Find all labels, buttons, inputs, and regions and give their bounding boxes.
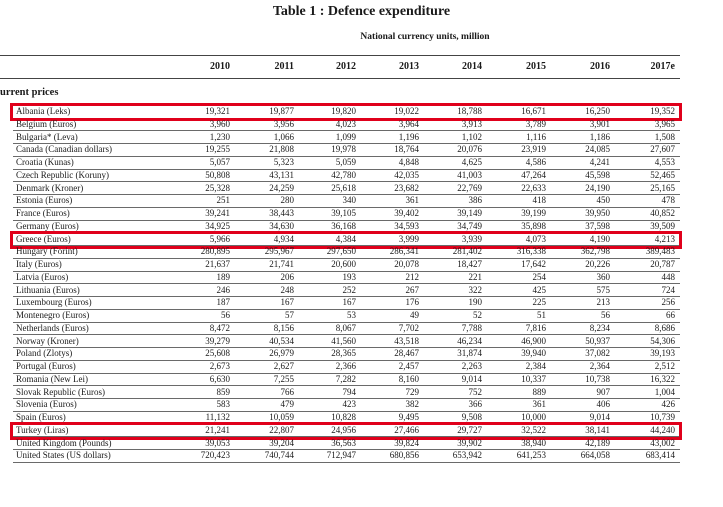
value-cell: 21,637 bbox=[205, 259, 230, 269]
value-cell: 19,820 bbox=[331, 106, 356, 116]
year-header: 2012 bbox=[336, 61, 356, 72]
value-cell: 18,427 bbox=[457, 259, 482, 269]
value-cell: 17,642 bbox=[521, 259, 546, 269]
value-cell: 286,341 bbox=[389, 246, 419, 257]
country-label: Lithuania (Euros) bbox=[16, 284, 80, 295]
section-label: urrent prices bbox=[0, 87, 59, 98]
value-cell: 22,807 bbox=[269, 424, 294, 435]
value-cell: 267 bbox=[405, 284, 419, 295]
value-cell: 2,457 bbox=[398, 361, 419, 371]
country-label: Turkey (Liras) bbox=[16, 424, 69, 435]
value-cell: 42,035 bbox=[394, 169, 419, 180]
value-cell: 252 bbox=[342, 284, 356, 295]
value-cell: 25,328 bbox=[205, 182, 230, 193]
value-cell: 2,512 bbox=[654, 361, 675, 371]
value-cell: 4,073 bbox=[525, 233, 546, 244]
table-row bbox=[13, 259, 680, 271]
value-cell: 362,798 bbox=[580, 246, 610, 257]
value-cell: 5,059 bbox=[335, 157, 356, 167]
value-cell: 322 bbox=[468, 284, 482, 295]
value-cell: 35,898 bbox=[521, 220, 546, 231]
value-cell: 4,848 bbox=[398, 157, 419, 167]
value-cell: 10,738 bbox=[585, 373, 610, 384]
value-cell: 4,190 bbox=[589, 233, 610, 244]
value-cell: 4,934 bbox=[273, 233, 294, 244]
year-header: 2013 bbox=[399, 61, 419, 72]
year-header: 2011 bbox=[274, 61, 294, 72]
value-cell: 4,553 bbox=[654, 157, 675, 167]
value-cell: 34,749 bbox=[457, 220, 482, 231]
country-label: Bulgaria* (Leva) bbox=[16, 131, 78, 142]
header-bottom-rule bbox=[0, 78, 680, 79]
value-cell: 1,186 bbox=[589, 131, 610, 142]
value-cell: 52 bbox=[473, 310, 482, 320]
country-label: Spain (Euros) bbox=[16, 412, 66, 422]
value-cell: 167 bbox=[342, 297, 356, 308]
year-header: 2015 bbox=[526, 61, 546, 72]
value-cell: 280,895 bbox=[200, 246, 230, 257]
country-label: Denmark (Kroner) bbox=[16, 182, 84, 193]
table-row bbox=[13, 157, 680, 169]
value-cell: 2,384 bbox=[525, 361, 546, 371]
value-cell: 16,322 bbox=[650, 373, 675, 384]
table-row bbox=[13, 310, 680, 322]
value-cell: 256 bbox=[661, 297, 675, 308]
value-cell: 295,967 bbox=[264, 246, 294, 257]
value-cell: 39,053 bbox=[205, 437, 230, 448]
table-row bbox=[13, 323, 680, 335]
value-cell: 450 bbox=[596, 195, 610, 206]
value-cell: 361 bbox=[532, 399, 546, 410]
value-cell: 28,365 bbox=[331, 348, 356, 359]
value-cell: 1,102 bbox=[461, 131, 482, 142]
value-cell: 1,116 bbox=[526, 131, 546, 142]
value-cell: 225 bbox=[532, 297, 546, 308]
value-cell: 246 bbox=[216, 284, 230, 295]
value-cell: 340 bbox=[342, 195, 356, 206]
value-cell: 40,852 bbox=[650, 208, 675, 218]
value-cell: 3,965 bbox=[654, 118, 675, 129]
value-cell: 20,787 bbox=[650, 259, 675, 269]
value-cell: 39,279 bbox=[205, 335, 230, 346]
value-cell: 10,828 bbox=[331, 412, 356, 422]
year-header: 2014 bbox=[462, 61, 482, 72]
value-cell: 46,900 bbox=[521, 335, 546, 346]
value-cell: 46,234 bbox=[457, 335, 482, 346]
value-cell: 24,085 bbox=[585, 144, 610, 155]
table-row bbox=[13, 361, 680, 373]
value-cell: 22,633 bbox=[521, 182, 546, 193]
table-row bbox=[13, 399, 680, 411]
value-cell: 49 bbox=[410, 310, 419, 320]
value-cell: 26,979 bbox=[269, 348, 294, 359]
value-cell: 8,160 bbox=[398, 373, 419, 384]
value-cell: 297,650 bbox=[326, 246, 356, 257]
value-cell: 1,099 bbox=[335, 131, 356, 142]
value-cell: 641,253 bbox=[516, 450, 546, 461]
value-cell: 47,264 bbox=[521, 169, 546, 180]
value-cell: 794 bbox=[342, 386, 356, 397]
table-row bbox=[13, 387, 680, 399]
value-cell: 3,960 bbox=[209, 118, 230, 129]
value-cell: 766 bbox=[280, 386, 294, 397]
value-cell: 20,600 bbox=[331, 259, 356, 269]
header-top-rule bbox=[0, 55, 680, 56]
value-cell: 426 bbox=[661, 399, 675, 410]
value-cell: 24,190 bbox=[585, 182, 610, 193]
value-cell: 167 bbox=[280, 297, 294, 308]
value-cell: 8,156 bbox=[273, 322, 294, 333]
value-cell: 193 bbox=[342, 271, 356, 282]
value-cell: 10,059 bbox=[269, 412, 294, 422]
value-cell: 478 bbox=[661, 195, 675, 206]
value-cell: 9,014 bbox=[461, 373, 482, 384]
table-row bbox=[13, 144, 680, 156]
value-cell: 18,788 bbox=[457, 106, 482, 116]
value-cell: 712,947 bbox=[326, 450, 356, 461]
table-row bbox=[13, 119, 680, 131]
table-row bbox=[13, 336, 680, 348]
value-cell: 7,282 bbox=[335, 373, 356, 384]
value-cell: 56 bbox=[221, 310, 230, 320]
value-cell: 57 bbox=[285, 310, 294, 320]
value-cell: 34,593 bbox=[394, 220, 419, 231]
country-label: Croatia (Kunas) bbox=[16, 157, 74, 167]
country-label: Portugal (Euros) bbox=[16, 361, 76, 371]
country-label: United States (US dollars) bbox=[16, 450, 111, 461]
table-row bbox=[13, 297, 680, 309]
value-cell: 187 bbox=[216, 297, 230, 308]
value-cell: 19,877 bbox=[269, 106, 294, 116]
value-cell: 39,902 bbox=[457, 437, 482, 448]
value-cell: 39,204 bbox=[269, 437, 294, 448]
value-cell: 34,925 bbox=[205, 220, 230, 231]
value-cell: 42,780 bbox=[331, 169, 356, 180]
value-cell: 42,189 bbox=[585, 437, 610, 448]
value-cell: 281,402 bbox=[452, 246, 482, 257]
value-cell: 190 bbox=[468, 297, 482, 308]
value-cell: 52,465 bbox=[650, 169, 675, 180]
value-cell: 22,769 bbox=[457, 182, 482, 193]
value-cell: 38,141 bbox=[585, 424, 610, 435]
value-cell: 39,824 bbox=[394, 437, 419, 448]
value-cell: 51 bbox=[537, 310, 546, 320]
value-cell: 41,003 bbox=[457, 169, 482, 180]
value-cell: 5,323 bbox=[273, 157, 294, 167]
country-label: Slovenia (Euros) bbox=[16, 399, 77, 410]
value-cell: 32,522 bbox=[521, 424, 546, 435]
country-label: Albania (Leks) bbox=[16, 106, 71, 116]
value-cell: 21,741 bbox=[269, 259, 294, 269]
value-cell: 3,999 bbox=[398, 233, 419, 244]
value-cell: 4,023 bbox=[335, 118, 356, 129]
value-cell: 39,241 bbox=[205, 208, 230, 218]
value-cell: 39,149 bbox=[457, 208, 482, 218]
value-cell: 2,673 bbox=[209, 361, 230, 371]
value-cell: 23,682 bbox=[394, 182, 419, 193]
value-cell: 4,384 bbox=[335, 233, 356, 244]
value-cell: 16,250 bbox=[585, 106, 610, 116]
value-cell: 38,443 bbox=[269, 208, 294, 218]
value-cell: 19,352 bbox=[650, 106, 675, 116]
table-row bbox=[13, 285, 680, 297]
value-cell: 37,598 bbox=[585, 220, 610, 231]
value-cell: 176 bbox=[405, 297, 419, 308]
value-cell: 5,966 bbox=[209, 233, 230, 244]
value-cell: 664,058 bbox=[580, 450, 610, 461]
value-cell: 8,472 bbox=[209, 322, 230, 333]
value-cell: 406 bbox=[596, 399, 610, 410]
value-cell: 8,234 bbox=[589, 322, 610, 333]
value-cell: 889 bbox=[532, 386, 546, 397]
value-cell: 39,402 bbox=[394, 208, 419, 218]
value-cell: 448 bbox=[661, 271, 675, 282]
value-cell: 1,066 bbox=[273, 131, 294, 142]
value-cell: 44,240 bbox=[650, 424, 675, 435]
value-cell: 8,067 bbox=[335, 322, 356, 333]
value-cell: 683,414 bbox=[645, 450, 675, 461]
country-label: Norway (Kroner) bbox=[16, 335, 79, 346]
value-cell: 39,509 bbox=[650, 220, 675, 231]
value-cell: 5,057 bbox=[209, 157, 230, 167]
value-cell: 20,076 bbox=[457, 144, 482, 155]
country-label: Belgium (Euros) bbox=[16, 118, 77, 129]
country-label: Hungary (Forint) bbox=[16, 246, 78, 257]
country-label: Latvia (Euros) bbox=[16, 271, 69, 282]
value-cell: 740,744 bbox=[264, 450, 294, 461]
value-cell: 907 bbox=[596, 386, 610, 397]
value-cell: 316,338 bbox=[516, 246, 546, 257]
value-cell: 8,686 bbox=[654, 322, 675, 333]
value-cell: 19,321 bbox=[205, 106, 230, 116]
value-cell: 280 bbox=[280, 195, 294, 206]
value-cell: 45,598 bbox=[585, 169, 610, 180]
value-cell: 4,241 bbox=[589, 157, 610, 167]
value-cell: 27,607 bbox=[650, 144, 675, 155]
table-row bbox=[13, 208, 680, 220]
value-cell: 9,014 bbox=[589, 412, 610, 422]
value-cell: 43,518 bbox=[394, 335, 419, 346]
country-label: Germany (Euros) bbox=[16, 220, 79, 231]
value-cell: 36,563 bbox=[331, 437, 356, 448]
value-cell: 39,950 bbox=[585, 208, 610, 218]
value-cell: 27,466 bbox=[394, 424, 419, 435]
value-cell: 206 bbox=[280, 271, 294, 282]
value-cell: 3,789 bbox=[525, 118, 546, 129]
value-cell: 39,199 bbox=[521, 208, 546, 218]
value-cell: 28,467 bbox=[394, 348, 419, 359]
value-cell: 2,366 bbox=[335, 361, 356, 371]
value-cell: 1,196 bbox=[398, 131, 419, 142]
country-label: Greece (Euros) bbox=[16, 233, 71, 244]
value-cell: 10,000 bbox=[521, 412, 546, 422]
country-label: Poland (Zlotys) bbox=[16, 348, 73, 359]
value-cell: 386 bbox=[468, 195, 482, 206]
value-cell: 3,956 bbox=[273, 118, 294, 129]
value-cell: 6,630 bbox=[209, 373, 230, 384]
value-cell: 19,978 bbox=[331, 144, 356, 155]
value-cell: 366 bbox=[468, 399, 482, 410]
table-row bbox=[13, 170, 680, 182]
country-label: Montenegro (Euros) bbox=[16, 310, 90, 320]
value-cell: 425 bbox=[532, 284, 546, 295]
table-title: Table 1 : Defence expenditure bbox=[272, 4, 451, 19]
value-cell: 7,255 bbox=[273, 373, 294, 384]
value-cell: 43,002 bbox=[650, 437, 675, 448]
value-cell: 23,919 bbox=[521, 144, 546, 155]
table-row bbox=[13, 348, 680, 360]
country-label: Estonia (Euros) bbox=[16, 195, 73, 206]
value-cell: 34,630 bbox=[269, 220, 294, 231]
value-cell: 3,913 bbox=[461, 118, 482, 129]
value-cell: 382 bbox=[405, 399, 419, 410]
country-label: Canada (Canadian dollars) bbox=[16, 144, 112, 155]
row-rule bbox=[13, 462, 680, 463]
value-cell: 20,078 bbox=[394, 259, 419, 269]
year-header: 2017e bbox=[650, 61, 675, 72]
value-cell: 212 bbox=[405, 271, 419, 282]
table-row bbox=[13, 246, 680, 258]
value-cell: 752 bbox=[468, 386, 482, 397]
value-cell: 21,808 bbox=[269, 144, 294, 155]
value-cell: 11,132 bbox=[205, 412, 230, 422]
value-cell: 1,004 bbox=[654, 386, 675, 397]
value-cell: 39,940 bbox=[521, 348, 546, 359]
value-cell: 29,727 bbox=[457, 424, 482, 435]
value-cell: 248 bbox=[280, 284, 294, 295]
value-cell: 43,131 bbox=[269, 169, 294, 180]
country-label: Czech Republic (Koruny) bbox=[16, 169, 109, 180]
value-cell: 41,560 bbox=[331, 335, 356, 346]
country-label: Netherlands (Euros) bbox=[16, 322, 89, 333]
value-cell: 1,508 bbox=[654, 131, 675, 142]
country-label: Italy (Euros) bbox=[16, 259, 62, 269]
value-cell: 31,874 bbox=[457, 348, 482, 359]
value-cell: 653,942 bbox=[452, 450, 482, 461]
year-header: 2016 bbox=[590, 61, 610, 72]
value-cell: 7,816 bbox=[525, 322, 546, 333]
value-cell: 54,306 bbox=[650, 335, 675, 346]
value-cell: 7,702 bbox=[398, 322, 419, 333]
country-label: Slovak Republic (Euros) bbox=[16, 386, 105, 397]
value-cell: 19,022 bbox=[394, 106, 419, 116]
value-cell: 389,483 bbox=[645, 246, 675, 257]
value-cell: 479 bbox=[280, 399, 294, 410]
value-cell: 21,241 bbox=[205, 424, 230, 435]
value-cell: 25,165 bbox=[650, 182, 675, 193]
value-cell: 2,364 bbox=[589, 361, 610, 371]
value-cell: 3,939 bbox=[461, 233, 482, 244]
value-cell: 19,255 bbox=[205, 144, 230, 155]
value-cell: 2,627 bbox=[273, 361, 294, 371]
value-cell: 418 bbox=[532, 195, 546, 206]
value-cell: 189 bbox=[216, 271, 230, 282]
country-label: United Kingdom (Pounds) bbox=[16, 437, 112, 448]
value-cell: 50,808 bbox=[205, 169, 230, 180]
value-cell: 40,534 bbox=[269, 335, 294, 346]
value-cell: 4,586 bbox=[525, 157, 546, 167]
value-cell: 16,671 bbox=[521, 106, 546, 116]
table-row bbox=[13, 183, 680, 195]
country-label: France (Euros) bbox=[16, 208, 70, 218]
value-cell: 221 bbox=[468, 271, 482, 282]
value-cell: 3,964 bbox=[398, 118, 419, 129]
value-cell: 575 bbox=[596, 284, 610, 295]
table-row bbox=[13, 132, 680, 144]
value-cell: 53 bbox=[347, 310, 356, 320]
table-row bbox=[13, 195, 680, 207]
value-cell: 4,213 bbox=[654, 233, 675, 244]
table-row bbox=[13, 374, 680, 386]
value-cell: 4,625 bbox=[461, 157, 482, 167]
value-cell: 254 bbox=[532, 271, 546, 282]
value-cell: 20,226 bbox=[585, 259, 610, 269]
table-row bbox=[13, 438, 680, 450]
value-cell: 213 bbox=[596, 297, 610, 308]
value-cell: 39,193 bbox=[650, 348, 675, 359]
value-cell: 10,337 bbox=[521, 373, 546, 384]
year-header: 2010 bbox=[210, 61, 230, 72]
value-cell: 3,901 bbox=[589, 118, 610, 129]
value-cell: 7,788 bbox=[461, 322, 482, 333]
value-cell: 24,956 bbox=[331, 424, 356, 435]
table-row bbox=[13, 450, 680, 462]
value-cell: 39,105 bbox=[331, 208, 356, 218]
value-cell: 251 bbox=[216, 195, 230, 206]
value-cell: 360 bbox=[596, 271, 610, 282]
value-cell: 38,940 bbox=[521, 437, 546, 448]
table-subtitle: National currency units, million bbox=[360, 32, 490, 42]
value-cell: 583 bbox=[216, 399, 230, 410]
value-cell: 859 bbox=[216, 386, 230, 397]
value-cell: 724 bbox=[661, 284, 675, 295]
table-row bbox=[13, 272, 680, 284]
value-cell: 36,168 bbox=[331, 220, 356, 231]
value-cell: 9,508 bbox=[461, 412, 482, 422]
value-cell: 66 bbox=[666, 310, 675, 320]
value-cell: 10,739 bbox=[650, 412, 675, 422]
value-cell: 729 bbox=[405, 386, 419, 397]
value-cell: 50,937 bbox=[585, 335, 610, 346]
value-cell: 25,608 bbox=[205, 348, 230, 359]
value-cell: 361 bbox=[405, 195, 419, 206]
value-cell: 680,856 bbox=[389, 450, 419, 461]
value-cell: 18,764 bbox=[394, 144, 419, 155]
value-cell: 9,495 bbox=[398, 412, 419, 422]
country-label: Luxembourg (Euros) bbox=[16, 297, 92, 308]
value-cell: 37,082 bbox=[585, 348, 610, 359]
value-cell: 24,259 bbox=[269, 182, 294, 193]
value-cell: 1,230 bbox=[209, 131, 230, 142]
value-cell: 25,618 bbox=[331, 182, 356, 193]
value-cell: 2,263 bbox=[461, 361, 482, 371]
value-cell: 423 bbox=[342, 399, 356, 410]
value-cell: 720,423 bbox=[200, 450, 230, 461]
country-label: Romania (New Lei) bbox=[16, 373, 88, 384]
value-cell: 56 bbox=[601, 310, 610, 320]
